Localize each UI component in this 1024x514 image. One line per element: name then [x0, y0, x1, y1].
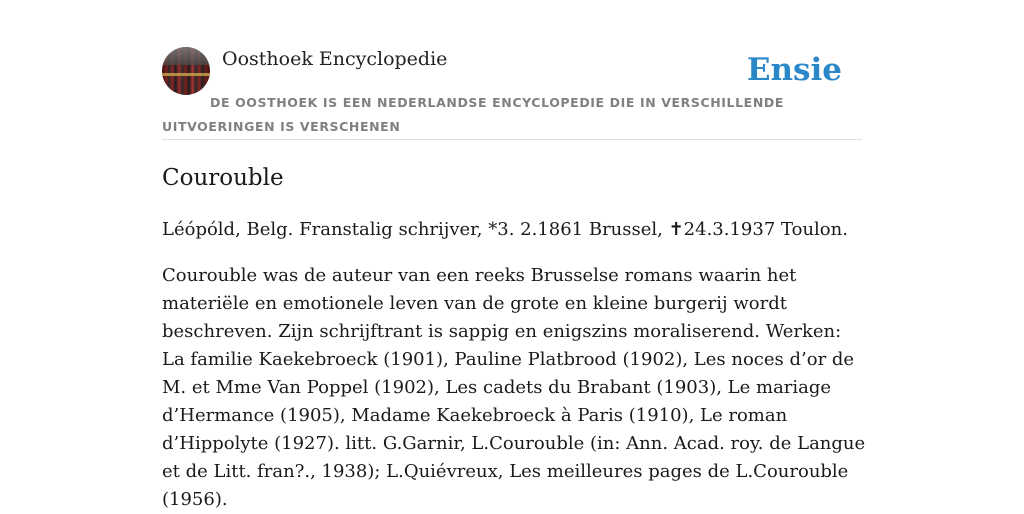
site-header: [162, 47, 862, 139]
article-intro: Léópóld, Belg. Franstalig schrijver, *3. 2.1861 Brussel, ✝24.3.1937 Toulon.: [162, 219, 848, 240]
site-tagline: DE OOSTHOEK IS EEN NEDERLANDSE ENCYCLOPEDIE DIE IN VERSCHILLENDE UITVOERINGEN IS VERSCHENEN: [162, 95, 784, 134]
site-title[interactable]: Oosthoek Encyclopedie: [222, 48, 448, 70]
article: [162, 160, 867, 514]
page-title: Courouble: [162, 165, 284, 191]
divider: [162, 139, 862, 140]
books-icon[interactable]: [162, 47, 210, 95]
brand-logo[interactable]: Ensie: [746, 52, 842, 88]
article-body: Courouble was de auteur van een reeks Brusselse romans waarin het materiële en emotionele leven van de grote en kleine burgerij wordt beschreven. Zijn schrijftrant is sappig en enigszins moraliserend. Werken: La familie Kaekebroeck (1901), Pauline Platbrood (1902), Les noces d’or de M. et Mme Van Poppel (1902), Les cadets du Brabant (1903), Le mariage d’Hermance (1905), Madame Kaekebroeck à Paris (1910), Le roman d’Hippolyte (1927). litt. G.Garnir, L.Courouble (in: Ann. Acad. roy. de Langue et de Litt. fran?., 1938); L.Quiévreux, Les meilleures pages de L.Courouble (1956).: [162, 265, 866, 510]
